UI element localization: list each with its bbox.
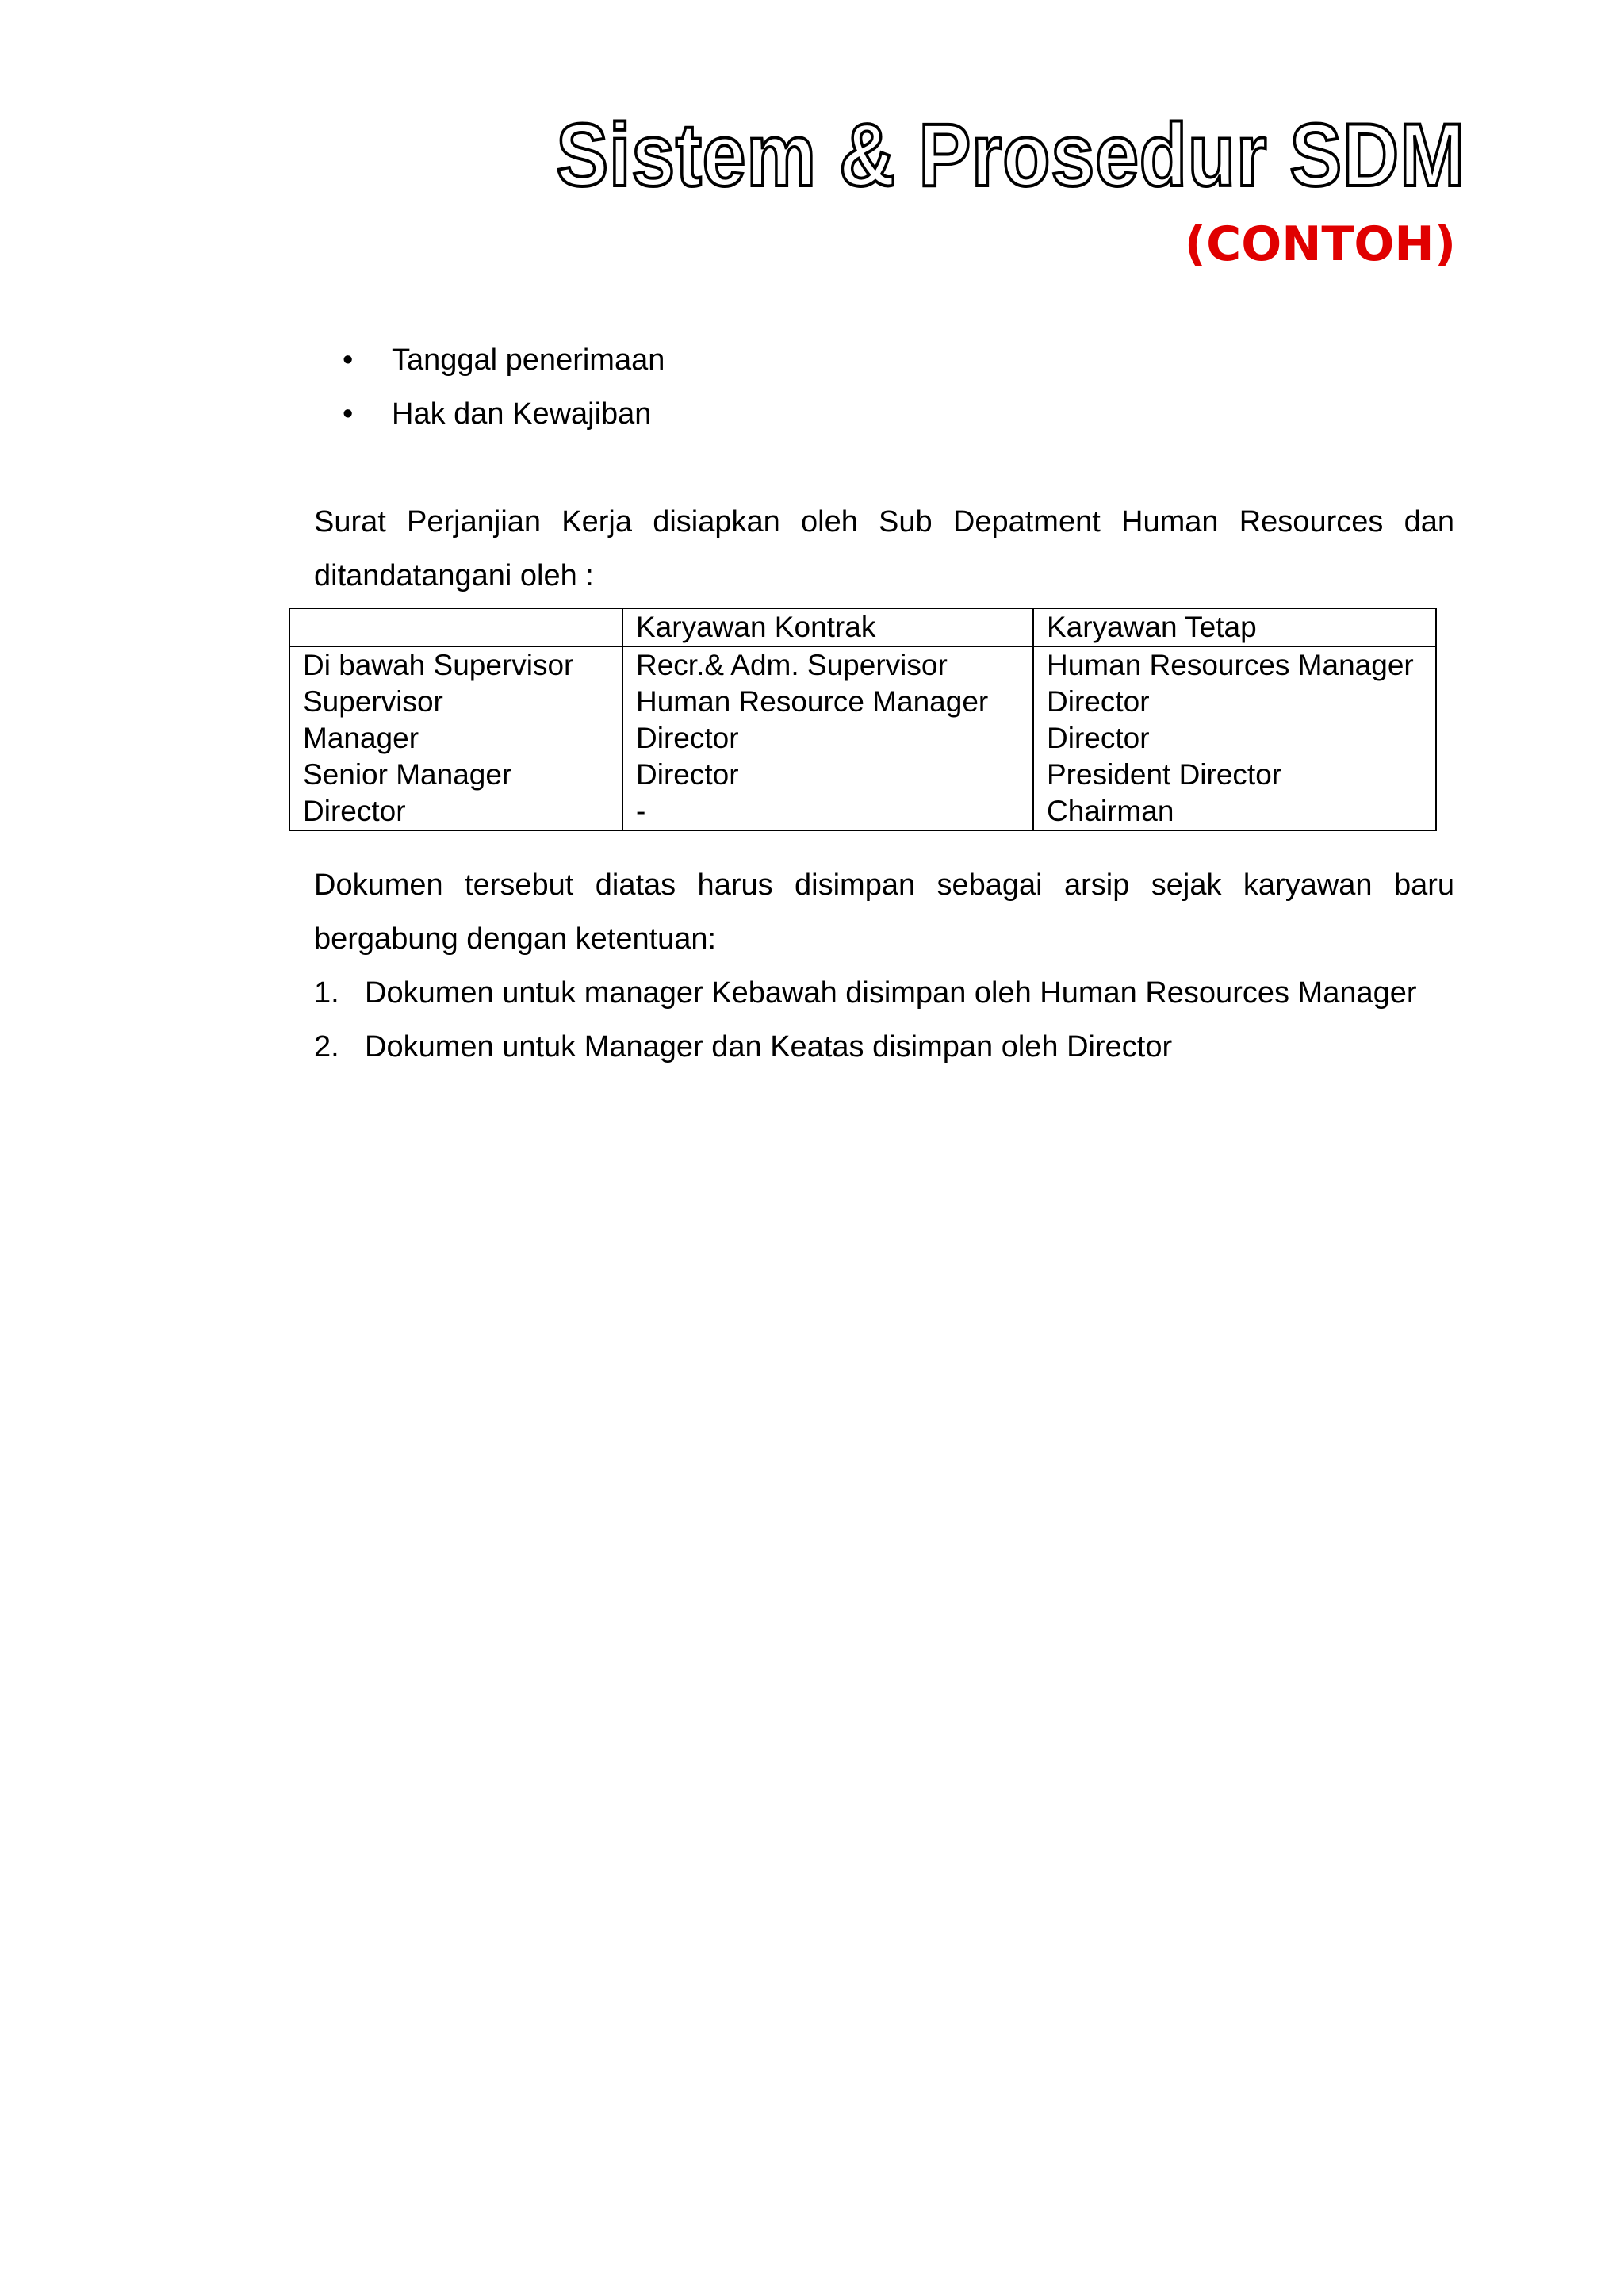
numbered-item (314, 1020, 1454, 1074)
item-number: 2. (314, 1030, 339, 1064)
archive-section (314, 858, 1454, 1074)
bullet-dot-icon: • (343, 343, 354, 377)
numbered-item-text: Dokumen untuk Manager dan Keatas disimpan oleh Director (365, 1030, 1173, 1064)
permanent-employee-column (1033, 646, 1436, 830)
table-header-row (289, 608, 1436, 646)
table-cell: President Director (1047, 758, 1282, 791)
table-row (289, 646, 1436, 830)
archive-paragraph: Dokumen tersebut diatas harus disimpan sebagai arsip sejak karyawan baru bergabung dengan ketentuan: (314, 868, 1454, 956)
bullet-item (314, 333, 1454, 387)
bullet-item (314, 387, 1454, 441)
item-number: 1. (314, 976, 339, 1010)
table-cell: Director (636, 722, 739, 754)
table-cell: Senior Manager (303, 758, 512, 791)
table-cell: Human Resource Manager (636, 685, 989, 718)
signatory-table (289, 608, 1437, 831)
table-cell: Director (1047, 685, 1150, 718)
position-column (289, 646, 622, 830)
table-cell: Chairman (1047, 795, 1174, 827)
bullet-list (314, 333, 1454, 441)
table-cell: Director (303, 795, 406, 827)
table-cell: Human Resources Manager (1047, 649, 1414, 681)
bullet-dot-icon: • (343, 397, 354, 431)
table-cell: Director (636, 758, 739, 791)
table-header-cell: Karyawan Tetap (1033, 608, 1436, 646)
table-cell: Manager (303, 722, 419, 754)
table-cell: Di bawah Supervisor (303, 649, 574, 681)
table-header-cell: Karyawan Kontrak (622, 608, 1033, 646)
table-header-cell (289, 608, 622, 646)
bullet-item-text: Hak dan Kewajiban (392, 397, 652, 431)
document-header-subtitle: (CONTOH) (1184, 217, 1456, 272)
table-cell: - (636, 795, 646, 827)
numbered-item (314, 966, 1454, 1020)
table-cell: Supervisor (303, 685, 443, 718)
table-cell: Director (1047, 722, 1150, 754)
bullet-item-text: Tanggal penerimaan (392, 343, 665, 377)
contract-employee-column (622, 646, 1033, 830)
document-header-title: Sistem & Prosedur SDM (556, 105, 1465, 205)
page-body (314, 333, 1454, 603)
numbered-list (314, 966, 1454, 1074)
numbered-item-text: Dokumen untuk manager Kebawah disimpan oleh Human Resources Manager (365, 976, 1417, 1010)
intro-paragraph: Surat Perjanjian Kerja disiapkan oleh Sub Depatment Human Resources dan ditandatangani oleh : (314, 505, 1454, 592)
table-cell: Recr.& Adm. Supervisor (636, 649, 948, 681)
